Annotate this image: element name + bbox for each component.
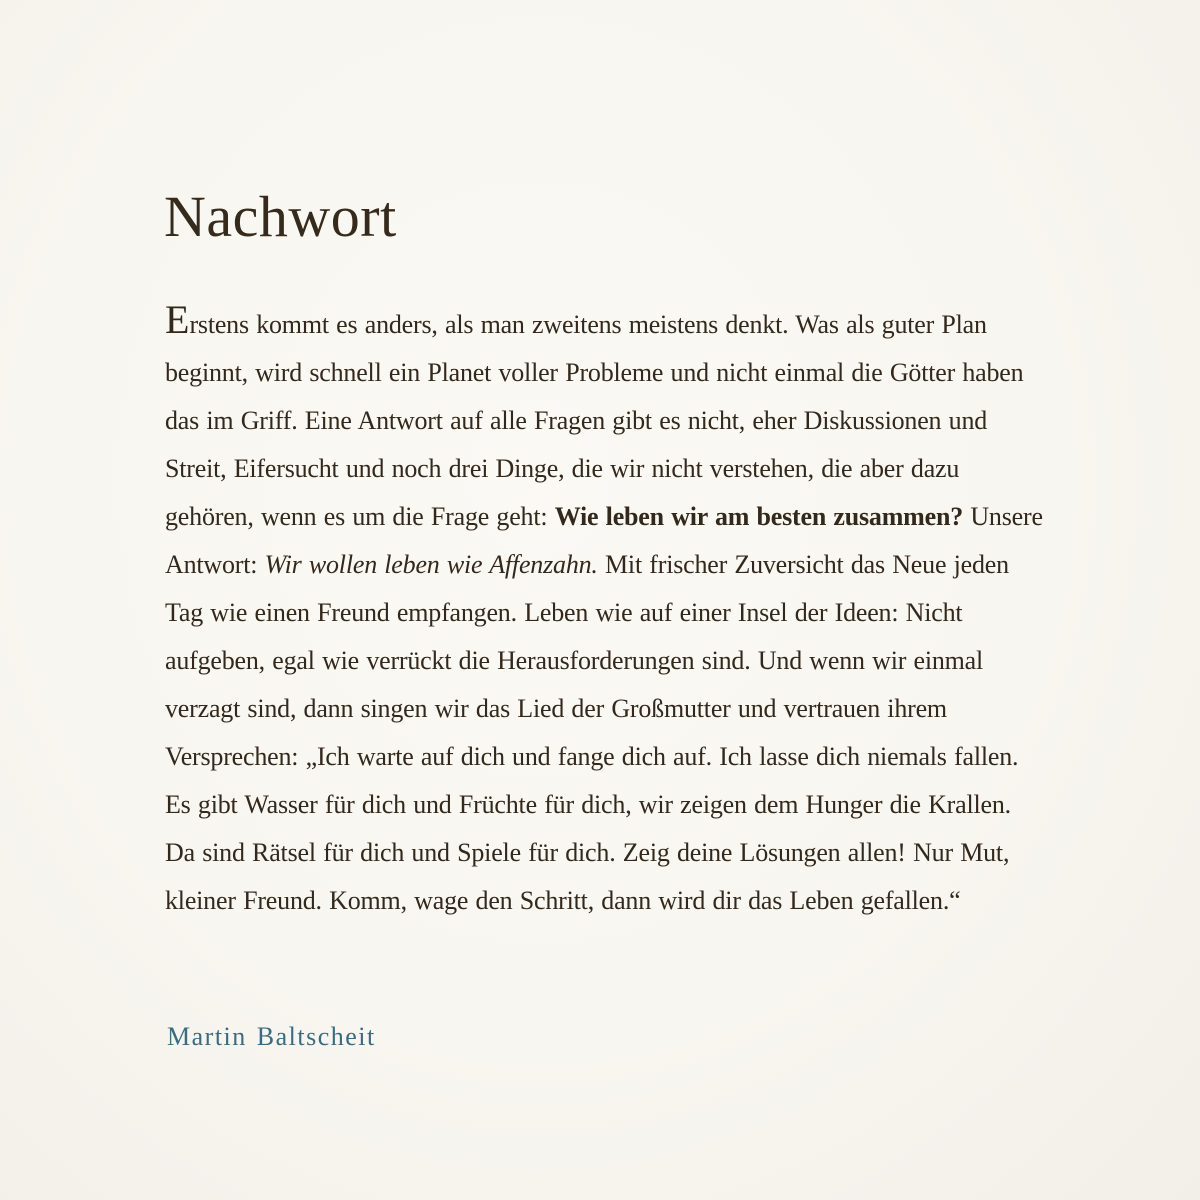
text-segment-normal-2: Unsere Antwort: bbox=[165, 502, 1043, 579]
text-segment-normal-1: rstens kommt es anders, als man zweitens meistens denkt. Was als guter Plan beginnt, wird schnell ein Planet voller Probleme und nicht einmal die Götter haben das im Griff. Eine Antwort auf alle Fragen gibt es nicht, eher Diskussionen und Streit, Eifersucht und noch drei Dinge, die wir nicht verstehen, die aber dazu gehören, wenn es um die Frage geht: bbox=[165, 310, 1024, 531]
text-segment-italic: Wir wollen leben wie Affenzahn. bbox=[264, 550, 598, 579]
page-title: Nachwort bbox=[164, 184, 397, 249]
text-segment-normal-3: Mit frischer Zuversicht das Neue jeden Tag wie einen Freund empfangen. Leben wie auf einer Insel der Ideen: Nicht aufgeben, egal wie verrückt die Herausforderungen sind. Und wenn wir einmal verzagt sind, dann singen wir das Lied der Großmutter und vertrauen ihrem Versprechen: „Ich warte auf dich und fange dich auf. Ich lasse dich niemals fallen. Es gibt Wasser für dich und Früchte für dich, wir zeigen dem Hunger die Krallen. Da sind Rätsel für dich und Spiele für dich. Zeig deine Lösungen allen! Nur Mut, kleiner Freund. Komm, wage den Schritt, dann wird dir das Leben gefallen.“ bbox=[165, 550, 1019, 915]
afterword-paragraph bbox=[165, 297, 1047, 925]
author-name: Martin Baltscheit bbox=[167, 1022, 376, 1051]
initial-capital: E bbox=[165, 297, 190, 342]
text-segment-bold: Wie leben wir am besten zusammen? bbox=[554, 502, 964, 531]
